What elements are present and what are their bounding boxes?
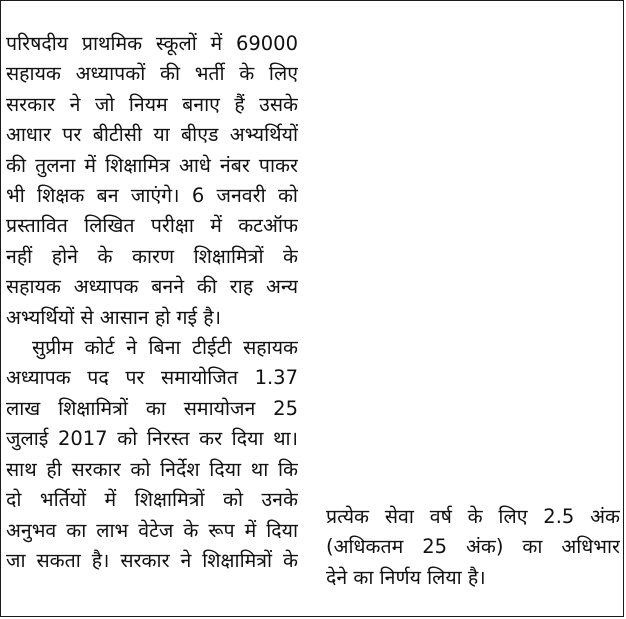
article-line: (अधिकतम 25 अंक) का अधिभार [326,535,620,559]
article-line: सहायक अध्यापकों की भर्ती के लिए [6,62,298,86]
article-line: परिषदीय प्राथमिक स्कूलों में 69000 [6,32,298,55]
article-paragraph-start: सुप्रीम कोर्ट ने बिना टीईटी सहायक [32,336,298,360]
article-left-column [6,29,298,576]
article-line: अध्यापक पद पर समायोजित 1.37 [6,366,298,390]
article-line: अनुभव का लाभ वेटेज के रूप में दिया [6,518,298,542]
article-line: लाख शिक्षामित्रों का समायोजन 25 [6,396,298,420]
article-line: अभ्यर्थियों से आसान हो गई है। [6,305,222,329]
article-line: सरकार ने जो नियम बनाए हैं उसके [6,92,298,116]
article-line: देने का निर्णय लिया है। [326,565,486,589]
article-line: जा सकता है। सरकार ने शिक्षामित्रों के [6,548,298,572]
article-line: दो भर्तियों में शिक्षामित्रों को उनके [6,488,298,512]
article-line: की तुलना में शिक्षामित्र आधे नंबर पाकर [6,153,298,177]
article-line: आधार पर बीटीसी या बीएड अभ्यर्थियों [6,123,298,147]
article-line: साथ ही सरकार को निर्देश दिया था कि [6,457,298,481]
article-line: प्रस्तावित लिखित परीक्षा में कटऑफ [6,214,298,238]
article-line: प्रत्येक सेवा वर्ष के लिए 2.5 अंक [326,505,620,528]
article-line: नहीं होने के कारण शिक्षामित्रों के [6,244,298,268]
article-right-column [326,502,620,593]
article-line: भी शिक्षक बन जाएंगे। 6 जनवरी को [6,184,298,208]
article-line: सहायक अध्यापक बनने की राह अन्य [6,275,298,299]
article-line: जुलाई 2017 को निरस्त कर दिया था। [6,427,298,451]
